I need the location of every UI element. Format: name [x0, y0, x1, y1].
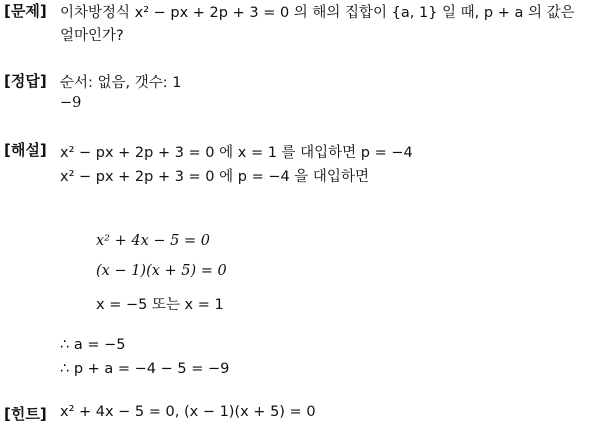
problem-tag: [문제] [4, 2, 47, 20]
hint-text: x² + 4x − 5 = 0, (x − 1)(x + 5) = 0 [60, 404, 316, 420]
answer-meta: 순서: 없음, 갯수: 1 [60, 75, 182, 91]
answer-value: −9 [60, 95, 82, 111]
equation-3: x = −5 또는 x = 1 [96, 297, 224, 313]
problem-text-line1: 이차방정식 x² − px + 2p + 3 = 0 의 해의 집합이 {a, 1} 일 때, p + a 의 값은 [60, 5, 575, 21]
equation-2: (x − 1)(x + 5) = 0 [96, 263, 227, 279]
explanation-line1: x² − px + 2p + 3 = 0 에 x = 1 를 대입하면 p = −4 [60, 145, 413, 161]
explanation-tag: [해설] [4, 141, 47, 159]
hint-tag: [힌트] [4, 405, 47, 423]
answer-tag: [정답] [4, 72, 47, 90]
problem-text-line2: 얼마인가? [60, 28, 124, 44]
explanation-line2: x² − px + 2p + 3 = 0 에 p = −4 을 대입하면 [60, 169, 369, 185]
conclusion-2: ∴ p + a = −4 − 5 = −9 [60, 361, 230, 377]
conclusion-1: ∴ a = −5 [60, 337, 126, 353]
equation-1: x² + 4x − 5 = 0 [96, 233, 210, 249]
